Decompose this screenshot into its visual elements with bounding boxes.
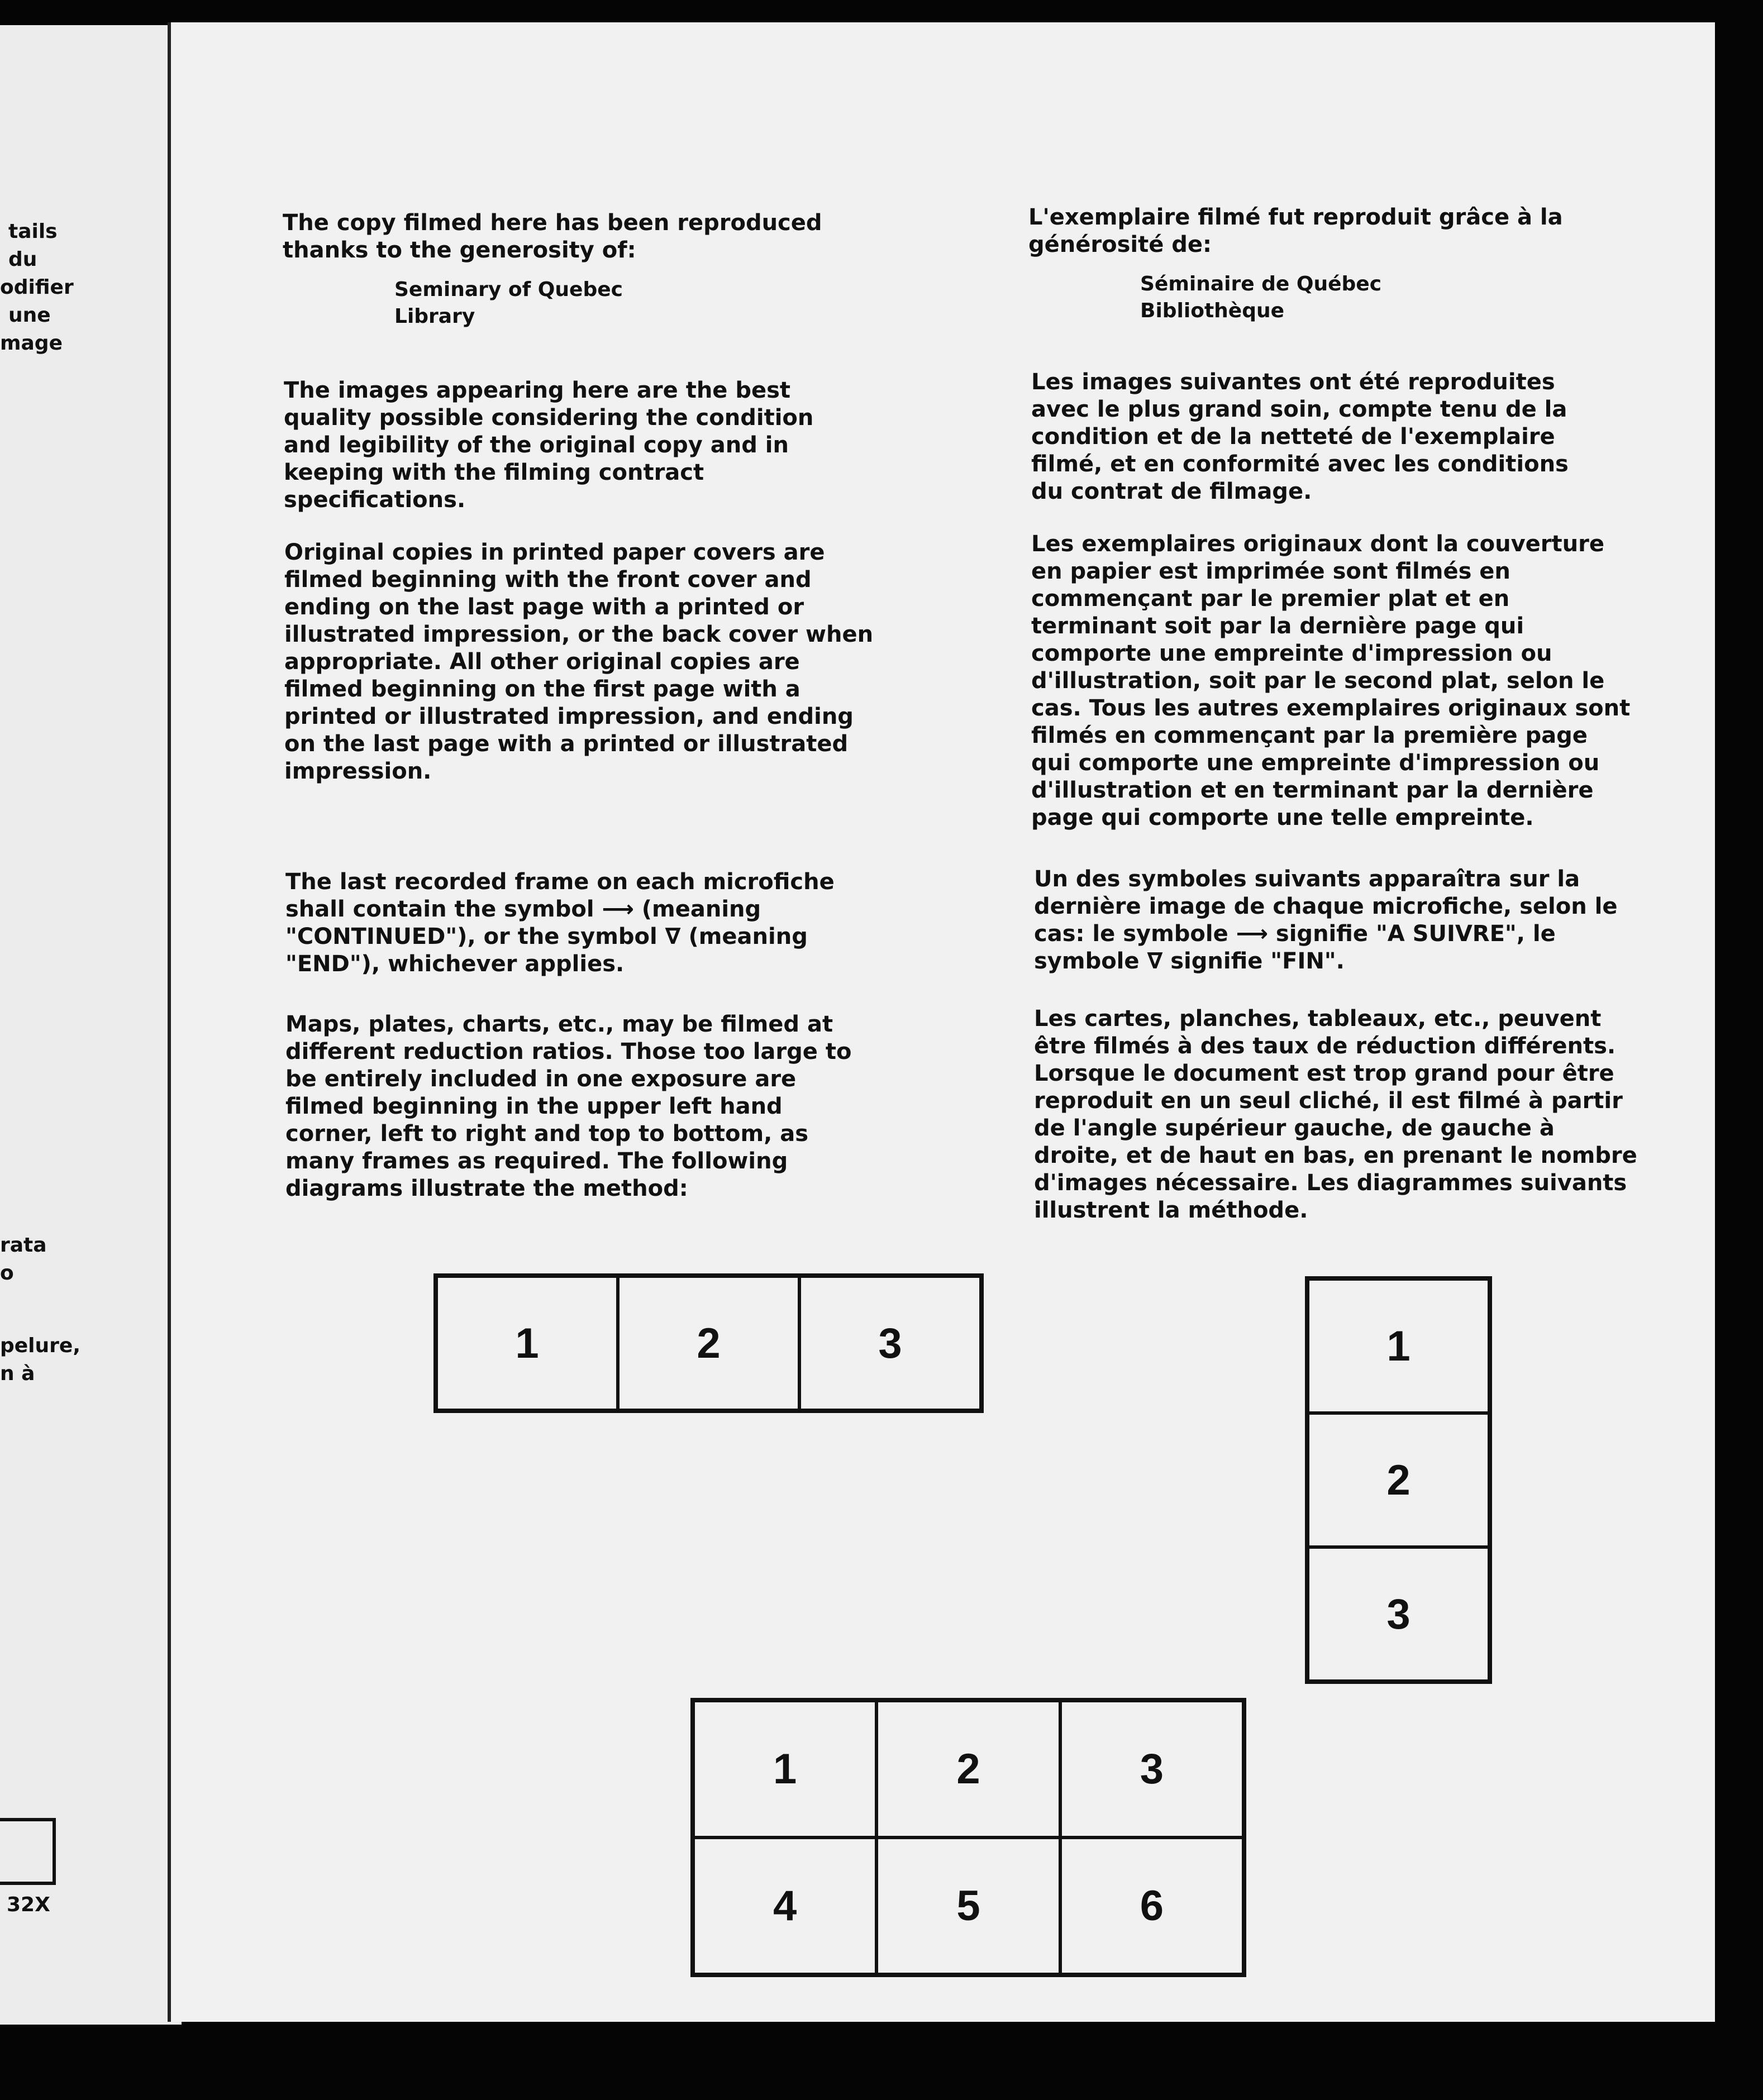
english-acknowledgement: The copy filmed here has been reproduced thanks to the generosity of:	[283, 210, 822, 263]
previous-page-strip	[0, 25, 182, 2025]
frame-cell: 4	[693, 1837, 876, 1974]
french-symbols-paragraph: Un des symboles suivants apparaîtra sur la dernière image de chaque microfiche, selon le cas: le symbole ⟶ signifie "A SUIVRE", le symbole ∇ signifie "FIN".	[1034, 866, 1618, 974]
english-institution-library: Library	[394, 305, 475, 328]
french-quality-paragraph: Les images suivantes ont été reproduites avec le plus grand soin, compte tenu de la condition et de la netteté de l'exemplaire filmé, et en conformité avec les conditions du contrat de filmage.	[1031, 369, 1569, 504]
french-institution-name: Séminaire de Québec	[1140, 273, 1382, 295]
french-acknowledgement: L'exemplaire filmé fut reproduit grâce à la générosité de:	[1028, 204, 1563, 257]
left-fragment-text: rata	[0, 1234, 47, 1257]
left-fragment-text: mage	[0, 332, 63, 355]
english-symbols-paragraph: The last recorded frame on each microfiche shall contain the symbol ⟶ (meaning "CONTINUED"), or the symbol ∇ (meaning "END"), whichever applies.	[285, 869, 835, 977]
left-fragment-text: odifier	[0, 276, 74, 299]
left-fragment-text: une	[8, 304, 51, 327]
grid-frame-diagram	[690, 1698, 1246, 1977]
frame-cell: 1	[693, 1701, 876, 1837]
reduction-scale-box	[0, 1818, 56, 1885]
film-border	[1715, 22, 1763, 2022]
left-fragment-text: pelure,	[0, 1334, 80, 1357]
english-column	[283, 209, 864, 330]
vertical-frame-diagram	[1305, 1276, 1492, 1684]
frame-cell: 3	[1308, 1547, 1489, 1681]
english-quality-paragraph: The images appearing here are the best quality possible considering the condition and legibility of the original copy and in keeping with the filming contract specifications.	[284, 378, 814, 513]
left-fragment-text: n à	[0, 1362, 35, 1385]
frame-cell: 1	[1308, 1279, 1489, 1413]
frame-cell: 6	[1060, 1837, 1243, 1974]
french-column	[1028, 204, 1587, 324]
frame-cell: 3	[1060, 1701, 1243, 1837]
french-maps-paragraph: Les cartes, planches, tableaux, etc., peuvent être filmés à des taux de réduction différents. Lorsque le document est trop grand pour être reproduit en un seul cliché, il est filmé à partir de l'angle supérieur gauche, de gauche à droite, et de haut en bas, en prenant le nombre d'images nécessaire. Les diagrammes suivants illustrent la méthode.	[1034, 1006, 1637, 1223]
frame-cell: 3	[799, 1276, 981, 1410]
left-fragment-text: o	[0, 1262, 14, 1285]
frame-cell: 2	[618, 1276, 799, 1410]
english-institution-name: Seminary of Quebec	[394, 278, 623, 301]
french-institution-library: Bibliothèque	[1140, 299, 1285, 322]
frame-cell: 1	[436, 1276, 618, 1410]
horizontal-frame-diagram	[433, 1273, 984, 1413]
left-fragment-text: tails	[8, 220, 58, 243]
filming-notice-page	[168, 22, 1718, 2022]
frame-cell: 2	[1308, 1413, 1489, 1547]
reduction-scale-label: 32X	[7, 1893, 50, 1916]
french-covers-paragraph: Les exemplaires originaux dont la couverture en papier est imprimée sont filmés en commençant par le premier plat et en terminant soit par la dernière page qui comporte une empreinte d'impression ou d'illustration, soit par le second plat, selon le cas. Tous les autres exemplaires originaux sont filmés en commençant par la première page qui comporte une empreinte d'impression ou d'illustration et en terminant par la dernière page qui comporte une telle empreinte.	[1031, 531, 1631, 831]
left-fragment-text: du	[8, 248, 37, 271]
english-covers-paragraph: Original copies in printed paper covers are filmed beginning with the front cover and ending on the last page with a printed or illustrated impression, or the back cover when appropriate. All other original copies are filmed beginning on the first page with a printed or illustrated impression, and ending on the last page with a printed or illustrated impression.	[284, 540, 874, 784]
english-maps-paragraph: Maps, plates, charts, etc., may be filmed at different reduction ratios. Those too large to be entirely included in one exposure are filmed beginning in the upper left hand corner, left to right and top to bottom, as many frames as required. The following diagrams illustrate the method:	[285, 1011, 852, 1201]
frame-cell: 2	[876, 1701, 1060, 1837]
frame-cell: 5	[876, 1837, 1060, 1974]
